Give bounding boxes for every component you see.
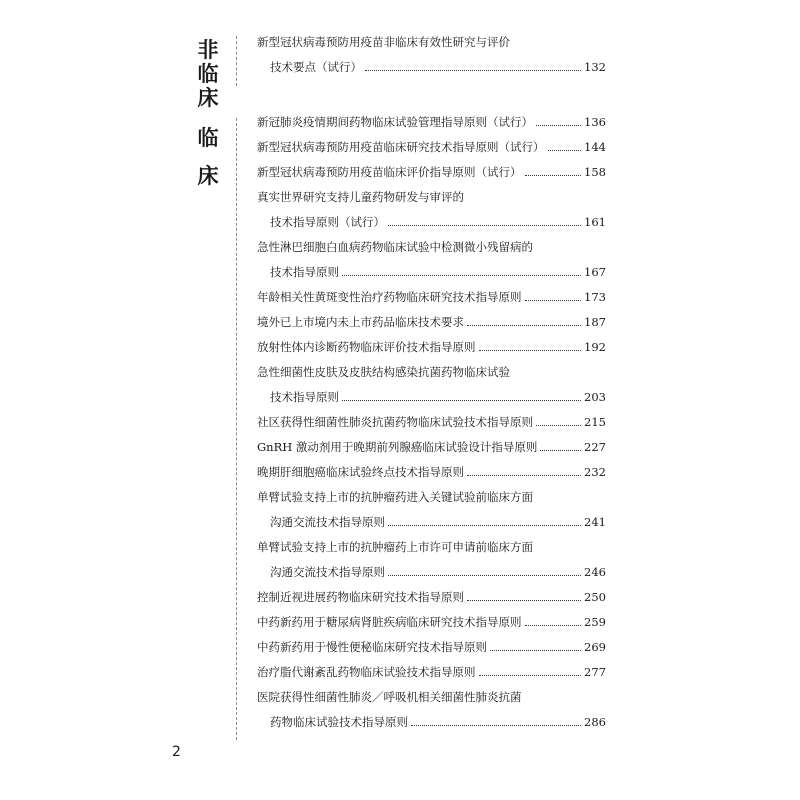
toc-entry[interactable] (257, 590, 606, 604)
toc-entry[interactable] (257, 140, 606, 154)
dot-leader (490, 641, 581, 651)
entry-title: 中药新药用于慢性便秘临床研究技术指导原则 (257, 640, 487, 654)
toc-entry[interactable] (257, 415, 606, 429)
dot-leader (342, 391, 581, 401)
entry-page-number: 167 (584, 265, 606, 279)
section-label-char: 临 (197, 61, 219, 86)
toc-entry[interactable] (257, 365, 606, 404)
entry-page-number: 269 (584, 640, 606, 654)
entry-page-number: 259 (584, 615, 606, 629)
dot-leader (548, 141, 582, 151)
toc-entry[interactable] (257, 115, 606, 129)
entry-title: GnRH 激动剂用于晚期前列腺癌临床试验设计指导原则 (257, 440, 538, 454)
entry-title: 晚期肝细胞癌临床试验终点技术指导原则 (257, 465, 464, 479)
entry-page-number: 227 (584, 440, 606, 454)
entry-page-number: 187 (584, 315, 606, 329)
toc-entry[interactable] (257, 665, 606, 679)
toc-entry[interactable] (257, 190, 606, 229)
entry-title: 治疗脂代谢紊乱药物临床试验技术指导原则 (257, 665, 476, 679)
toc-entry[interactable] (257, 615, 606, 629)
section-divider-clinical (236, 118, 237, 740)
toc-entry[interactable] (257, 465, 606, 479)
entry-title: 急性淋巴细胞白血病药物临床试验中检测微小残留病的 (257, 240, 533, 254)
toc-entry[interactable] (257, 690, 606, 729)
dot-leader (525, 616, 582, 626)
entry-page-number: 203 (584, 390, 606, 404)
dot-leader (536, 416, 581, 426)
section-label-char: 床 (197, 85, 219, 110)
entry-page-number: 192 (584, 340, 606, 354)
entry-page-number: 241 (584, 515, 606, 529)
toc-entry[interactable] (257, 640, 606, 654)
dot-leader (388, 216, 581, 226)
entry-page-number: 286 (584, 715, 606, 729)
section-label-nonclinical (196, 38, 220, 110)
section-divider-nonclinical (236, 36, 237, 86)
entry-page-number: 277 (584, 665, 606, 679)
dot-leader (479, 341, 582, 351)
entry-page-number: 215 (584, 415, 606, 429)
entry-title: 技术指导原则 (270, 265, 339, 279)
section-label-char: 非 (197, 37, 219, 62)
toc-entry[interactable] (257, 165, 606, 179)
entry-title: 技术指导原则（试行） (270, 215, 385, 229)
entry-page-number: 232 (584, 465, 606, 479)
dot-leader (467, 316, 581, 326)
entry-title: 中药新药用于糖尿病肾脏疾病临床研究技术指导原则 (257, 615, 522, 629)
toc-entry[interactable] (257, 340, 606, 354)
entry-page-number: 144 (584, 140, 606, 154)
entry-title: 放射性体内诊断药物临床评价技术指导原则 (257, 340, 476, 354)
dot-leader (365, 61, 581, 71)
entry-page-number: 136 (584, 115, 606, 129)
dot-leader (467, 466, 581, 476)
dot-leader (342, 266, 581, 276)
entry-page-number: 250 (584, 590, 606, 604)
entry-page-number: 173 (584, 290, 606, 304)
entry-title: 年龄相关性黄斑变性治疗药物临床研究技术指导原则 (257, 290, 522, 304)
toc-entry[interactable] (257, 35, 606, 74)
entry-title: 新冠肺炎疫情期间药物临床试验管理指导原则（试行） (257, 115, 533, 129)
entry-title: 社区获得性细菌性肺炎抗菌药物临床试验技术指导原则 (257, 415, 533, 429)
entry-title: 单臂试验支持上市的抗肿瘤药上市许可申请前临床方面 (257, 540, 533, 554)
toc-entry[interactable] (257, 490, 606, 529)
entry-title: 新型冠状病毒预防用疫苗非临床有效性研究与评价 (257, 35, 510, 49)
entry-title: 医院获得性细菌性肺炎／呼吸机相关细菌性肺炎抗菌 (257, 690, 522, 704)
entry-title: 技术指导原则 (270, 390, 339, 404)
page-number: 2 (172, 744, 181, 760)
section-label-clinical (196, 126, 220, 188)
toc-entry[interactable] (257, 540, 606, 579)
entry-title: 新型冠状病毒预防用疫苗临床研究技术指导原则（试行） (257, 140, 545, 154)
entry-page-number: 132 (584, 60, 606, 74)
entry-title: 药物临床试验技术指导原则 (270, 715, 408, 729)
entry-title: 沟通交流技术指导原则 (270, 515, 385, 529)
dot-leader (525, 166, 582, 176)
dot-leader (411, 716, 581, 726)
entry-title: 单臂试验支持上市的抗肿瘤药进入关键试验前临床方面 (257, 490, 533, 504)
entry-title: 技术要点（试行） (270, 60, 362, 74)
toc-entry[interactable] (257, 240, 606, 279)
entry-title: 真实世界研究支持儿童药物研发与审评的 (257, 190, 464, 204)
entry-page-number: 246 (584, 565, 606, 579)
section-label-char: 临 (197, 125, 219, 150)
entry-title: 控制近视进展药物临床研究技术指导原则 (257, 590, 464, 604)
dot-leader (467, 591, 581, 601)
entry-title: 境外已上市境内未上市药品临床技术要求 (257, 315, 464, 329)
toc-entry[interactable] (257, 290, 606, 304)
dot-leader (536, 116, 581, 126)
section-label-char: 床 (197, 163, 219, 188)
dot-leader (540, 441, 581, 451)
entry-title: 新型冠状病毒预防用疫苗临床评价指导原则（试行） (257, 165, 522, 179)
entry-title: 急性细菌性皮肤及皮肤结构感染抗菌药物临床试验 (257, 365, 510, 379)
dot-leader (388, 516, 581, 526)
dot-leader (479, 666, 582, 676)
dot-leader (525, 291, 582, 301)
entry-page-number: 158 (584, 165, 606, 179)
entry-page-number: 161 (584, 215, 606, 229)
dot-leader (388, 566, 581, 576)
toc-entry[interactable] (257, 440, 606, 454)
entry-title: 沟通交流技术指导原则 (270, 565, 385, 579)
toc-entry[interactable] (257, 315, 606, 329)
